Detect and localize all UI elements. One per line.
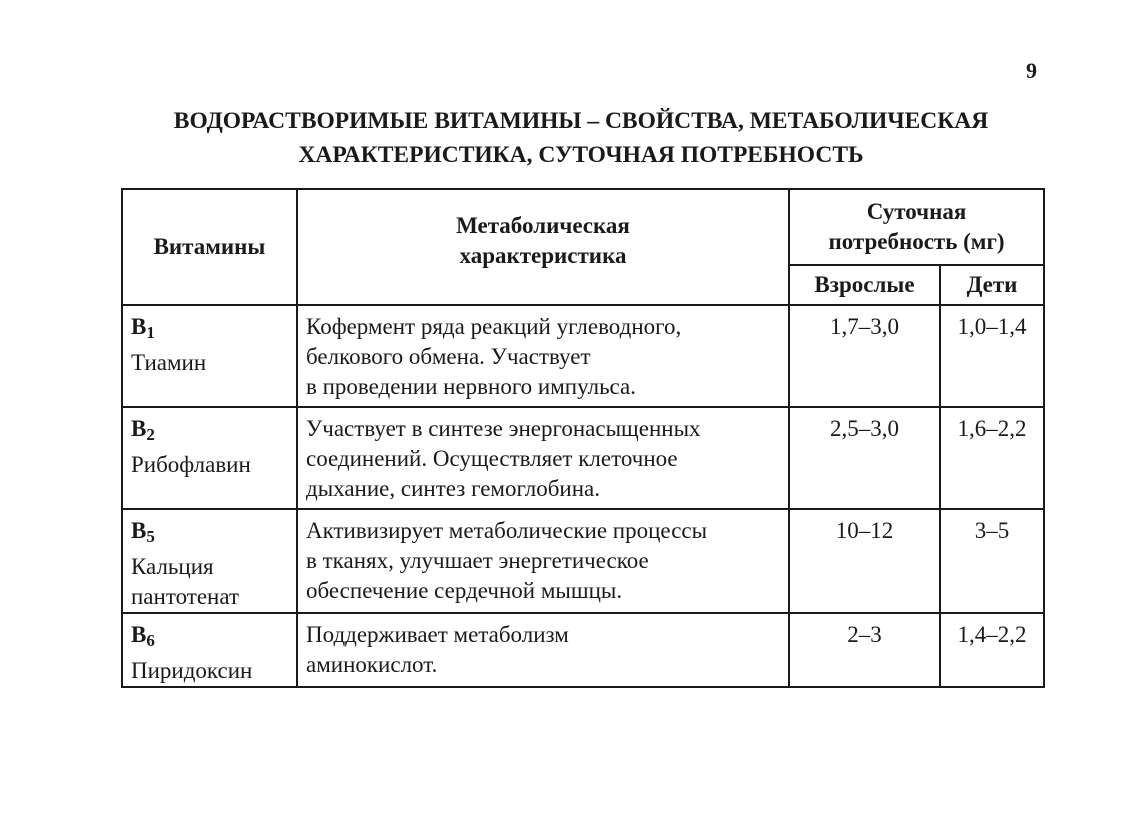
title-line-1: ВОДОРАСТВОРИМЫЕ ВИТАМИНЫ – СВОЙСТВА, МЕТАБОЛИЧЕСКАЯ — [173, 108, 989, 134]
description-cell — [297, 407, 789, 509]
table-row — [122, 509, 1044, 613]
vitamins-table — [121, 188, 1045, 688]
vitamin-code: $B_6$ — [131, 622, 155, 650]
children-value: 3–5 — [940, 509, 1044, 613]
adults-value: 2,5–3,0 — [789, 407, 940, 509]
adults-value: 2–3 — [789, 613, 940, 687]
vitamin-name: Пиридоксин — [131, 658, 253, 683]
vitamin-cell — [122, 509, 297, 613]
vitamin-description: Поддерживает метаболизм аминокислот. — [306, 622, 569, 677]
header-vitamins: Витамины — [122, 189, 297, 305]
vitamin-code: $B_5$ — [131, 518, 155, 546]
description-cell — [297, 305, 789, 407]
vitamin-description: Кофермент ряда реакций углеводного, белкового обмена. Участвует в проведении нервного импульса. — [306, 314, 682, 399]
vitamin-name: Кальция пантотенат — [131, 554, 240, 609]
adults-value: 1,7–3,0 — [789, 305, 940, 407]
children-value: 1,4–2,2 — [940, 613, 1044, 687]
vitamin-cell — [122, 407, 297, 509]
description-cell — [297, 509, 789, 613]
description-cell — [297, 613, 789, 687]
page-number: 9 — [1026, 58, 1037, 83]
page-title — [120, 104, 1042, 172]
header-metabolic-text: Метаболическая характеристика — [456, 213, 630, 268]
header-daily-text: Суточная потребность (мг) — [828, 199, 1005, 254]
vitamin-cell — [122, 613, 297, 687]
vitamin-name: Тиамин — [131, 350, 207, 375]
vitamin-code: $B_1$ — [131, 314, 155, 342]
table-row — [122, 613, 1044, 687]
header-daily — [789, 189, 1044, 265]
vitamin-description: Активизирует метаболические процессы в тканях, улучшает энергетическое обеспечение сердечной мышцы. — [306, 518, 708, 603]
table-row — [122, 305, 1044, 407]
vitamin-description: Участвует в синтезе энергонасыщенных соединений. Осуществляет клеточное дыхание, синтез гемоглобина. — [306, 416, 701, 501]
header-metabolic — [297, 189, 789, 305]
vitamin-cell — [122, 305, 297, 407]
vitamin-name: Рибофлавин — [131, 452, 251, 477]
vitamin-code: $B_2$ — [131, 416, 155, 444]
adults-value: 10–12 — [789, 509, 940, 613]
header-adults: Взрослые — [789, 265, 940, 305]
children-value: 1,6–2,2 — [940, 407, 1044, 509]
header-children: Дети — [940, 265, 1044, 305]
title-line-2: ХАРАКТЕРИСТИКА, СУТОЧНАЯ ПОТРЕБНОСТЬ — [298, 142, 864, 168]
table-row — [122, 407, 1044, 509]
children-value: 1,0–1,4 — [940, 305, 1044, 407]
